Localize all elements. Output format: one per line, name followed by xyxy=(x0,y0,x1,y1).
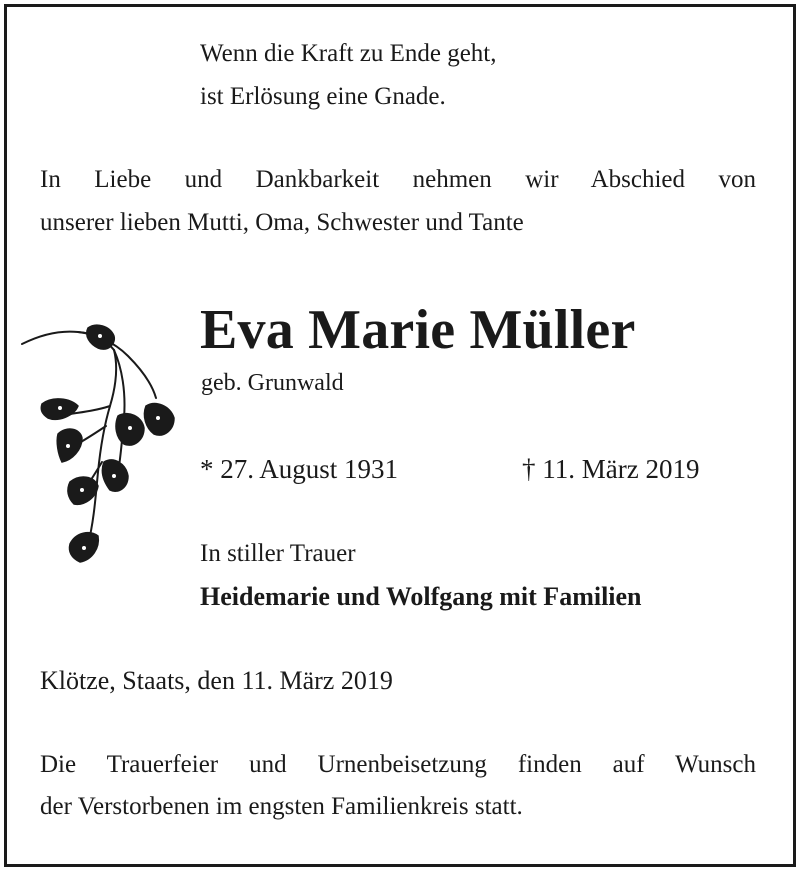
notice-line-1: Die Trauerfeier und Urnenbeisetzung finden auf Wunsch xyxy=(40,751,756,778)
mourner-names: Heidemarie und Wolfgang mit Familien xyxy=(200,582,642,611)
verse-line-2: ist Erlösung eine Gnade. xyxy=(200,83,446,110)
verse-line-1: Wenn die Kraft zu Ende geht, xyxy=(200,40,497,67)
birth-date: * 27. August 1931 xyxy=(200,454,399,484)
death-date: † 11. März 2019 xyxy=(522,454,700,484)
intro-line-2: unserer lieben Mutti, Oma, Schwester und Tante xyxy=(40,209,524,236)
notice-line-2: der Verstorbenen im engsten Familienkreis statt. xyxy=(40,793,523,820)
birch-branch-icon xyxy=(18,322,188,572)
birth-name: geb. Grunwald xyxy=(201,370,344,396)
intro-line-1: In Liebe und Dankbarkeit nehmen wir Abschied von xyxy=(40,166,756,193)
mourning-label: In stiller Trauer xyxy=(200,540,356,567)
place-and-date: Klötze, Staats, den 11. März 2019 xyxy=(40,666,393,695)
deceased-name: Eva Marie Müller xyxy=(200,299,636,361)
